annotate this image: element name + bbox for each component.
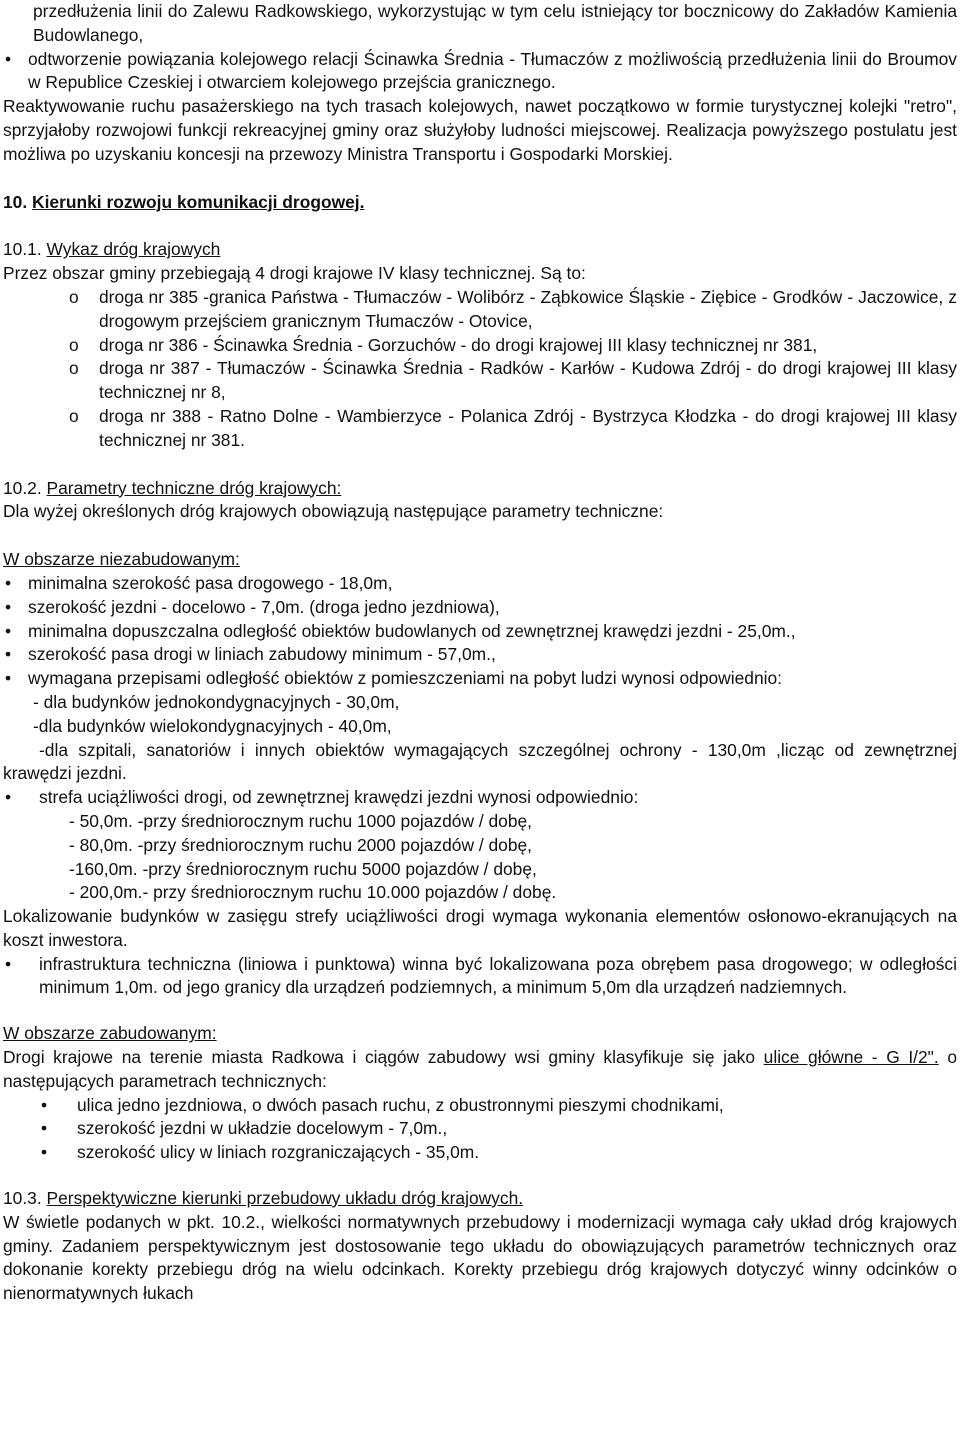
parameter-item: • minimalna szerokość pasa drogowego - 18,0m, [3,572,957,596]
nuisance-line: - 50,0m. -przy średniorocznym ruchu 1000 pojazdów / dobę, [69,810,533,831]
rail-bullet-item: • odtworzenie powiązania kolejowego relacji Ścinawka Średnia - Tłumaczów z możliwością przedłużenia linii do Broumov w Republice Czeskiej i otwarciem kolejowego przejścia granicznego. [3,48,957,96]
distance-line: - dla budynków jednokondygnacyjnych - 30,0m, [33,691,400,712]
nuisance-line: - 200,0m.- przy średniorocznym ruchu 10.000 pojazdów / dobę. [69,882,557,903]
road-text: droga nr 385 -granica Państwa - Tłumaczów - Wolibórz - Ząbkowice Śląskie - Ziębice - Grodków - Jaczowice, z drogowym przejściem granicznym Tłumaczów - Otovice, [99,286,957,331]
section-10-1-number: 10.1. [3,239,42,260]
developed-area-text: Drogi krajowe na terenie miasta Radkowa i ciągów zabudowy wsi gminy klasyfikuje się jako [3,1047,764,1068]
section-10-heading [3,191,957,215]
road-text: droga nr 386 - Ścinawka Średnia - Gorzuchów - do drogi krajowej III klasy technicznej nr 381, [99,334,818,355]
rail-item-continuation: przedłużenia linii do Zalewu Radkowskiego, wykorzystując w tym celu istniejący tor bocznicowy do Zakładów Kamienia Budowlanego, [33,1,957,45]
undeveloped-area-heading [3,548,957,572]
street-parameter-item: • szerokość ulicy w liniach rozgraniczających - 35,0m. [3,1141,957,1165]
hospital-distance-line: -dla szpitali, sanatoriów i innych obiektów wymagających szczególnej ochrony - 130,0m ,licząc od zewnętrznej krawędzi jezdni. [3,739,957,784]
developed-area-heading-text: W obszarze zabudowanym: [3,1023,217,1044]
nuisance-line: - 80,0m. -przy średniorocznym ruchu 2000 pojazdów / dobę, [69,834,533,855]
developed-area-heading [3,1022,957,1046]
section-10-3-title: Perspektywiczne kierunki przebudowy układu dróg krajowych. [46,1188,524,1209]
road-item [3,405,957,453]
section-10-2-number: 10.2. [3,477,42,498]
section-10-3-number: 10.3. [3,1188,42,1209]
section-10-3-heading [3,1187,957,1211]
infrastructure-item: • infrastruktura techniczna (liniowa i punktowa) winna być lokalizowana poza obrębem pasa drogowego; w odległości minimum 1,0m. od jego granicy dla urządzeń podziemnych, a minimum 5,0m dla urządzeń nadziemnych. [3,953,957,1001]
section-10-1-title: Wykaz dróg krajowych [46,239,221,260]
road-marker: o [69,286,79,307]
parameter-item: • wymagana przepisami odległość obiektów z pomieszczeniami na pobyt ludzi wynosi odpowiednio: [3,667,957,691]
section-10-2-heading [3,477,957,501]
nuisance-line: -160,0m. -przy średniorocznym ruchu 5000 pojazdów / dobę, [69,858,537,879]
section-10-number: 10. [3,191,28,212]
developed-area-paragraph [3,1046,957,1094]
section-10-title: Kierunki rozwoju komunikacji drogowej. [32,191,365,212]
document-page [3,0,957,1306]
road-item [3,334,957,358]
section-10-2-intro: Dla wyżej określonych dróg krajowych obowiązują następujące parametry techniczne: [3,501,664,522]
road-marker: o [69,358,79,379]
road-item [3,286,957,334]
road-text: droga nr 388 - Ratno Dolne - Wambierzyce - Polanica Zdrój - Bystrzyca Kłodzka - do drogi krajowej III klasy technicznej nr 381. [99,405,957,450]
main-street-class: ulice główne - G I/2". [763,1047,939,1068]
rail-paragraph: Reaktywowanie ruchu pasażerskiego na tych trasach kolejowych, nawet początkowo w formie turystycznej kolejki "retro", sprzyjałoby rozwojowi funkcji rekreacyjnej gminy oraz służyłoby ludności miejscowej. Realizacja powyższego postulatu jest możliwa po uzyskaniu koncesji na przewozy Ministra Transportu i Gospodarki Morskiej. [3,96,957,164]
developed-area-text-end: o następujących parametrach technicznych: [3,1047,958,1091]
nuisance-zone-item: • strefa uciążliwości drogi, od zewnętrznej krawędzi jezdni wynosi odpowiednio: [3,786,957,810]
road-item [3,357,957,405]
undeveloped-area-heading-text: W obszarze niezabudowanym: [3,549,240,570]
street-parameter-item: • szerokość jezdni w układzie docelowym - 7,0m., [3,1117,957,1141]
section-10-2-title: Parametry techniczne dróg krajowych: [46,477,342,498]
road-marker: o [69,334,79,355]
location-paragraph: Lokalizowanie budynków w zasięgu strefy uciążliwości drogi wymaga wykonania elementów osłonowo-ekranujących na koszt inwestora. [3,906,957,950]
section-10-1-heading [3,238,957,262]
parameter-item: • minimalna dopuszczalna odległość obiektów budowlanych od zewnętrznej krawędzi jezdni - 25,0m., [3,620,957,644]
street-parameter-item: • ulica jedno jezdniowa, o dwóch pasach ruchu, z obustronnymi pieszymi chodnikami, [3,1094,957,1118]
section-10-1-intro: Przez obszar gminy przebiegają 4 drogi krajowe IV klasy technicznej. Są to: [3,263,586,284]
parameter-item: • szerokość jezdni - docelowo - 7,0m. (droga jedno jezdniowa), [3,596,957,620]
road-marker: o [69,405,79,426]
parameter-item: • szerokość pasa drogi w liniach zabudowy minimum - 57,0m., [3,643,957,667]
distance-line: -dla budynków wielokondygnacyjnych - 40,0m, [33,715,392,736]
road-text: droga nr 387 - Tłumaczów - Ścinawka Średnia - Radków - Karłów - Kudowa Zdrój - do drogi krajowej III klasy technicznej nr 8, [99,358,957,403]
section-10-3-paragraph: W świetle podanych w pkt. 10.2., wielkości normatywnych przebudowy i modernizacji wymaga cały układ dróg krajowych gminy. Zadaniem perspektywicznym jest dostosowanie tego układu do obowiązujących parametrów technicznych oraz dokonanie korekty przebiegu dróg na wielu odcinkach. Korekty przebiegu dróg krajowych dotyczyć winny odcinków o nienormatywnych łukach [3,1211,957,1304]
